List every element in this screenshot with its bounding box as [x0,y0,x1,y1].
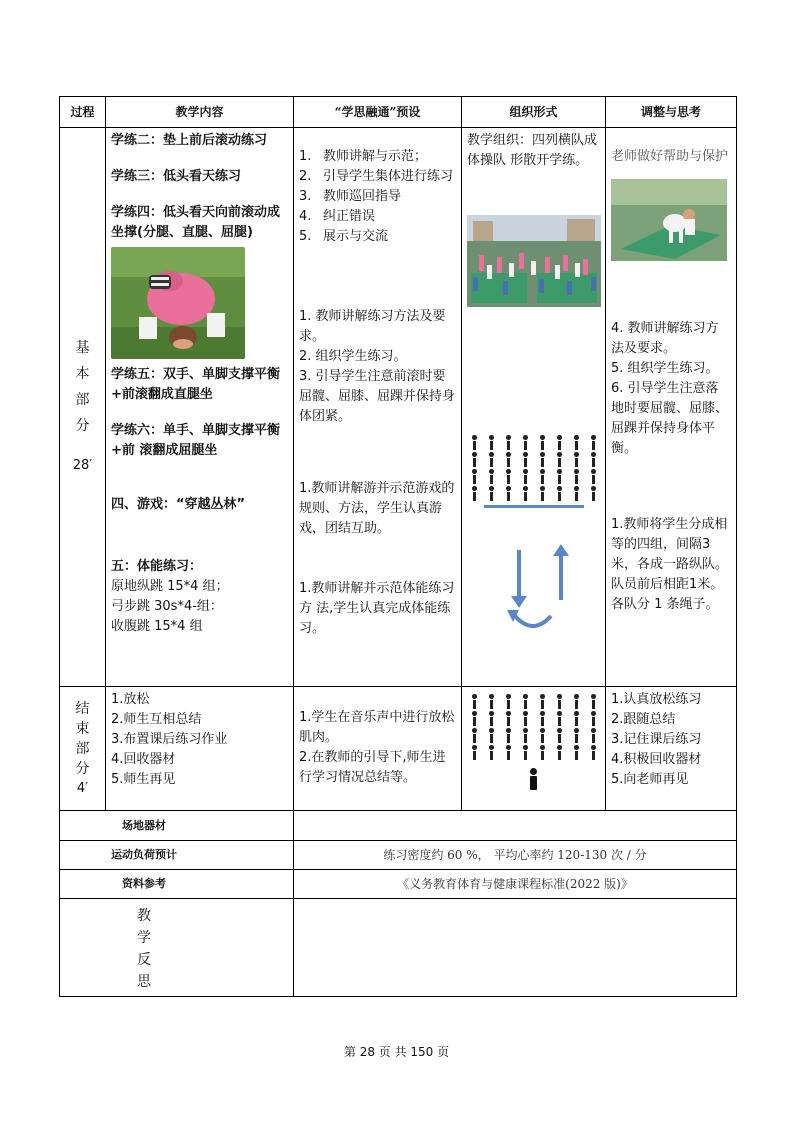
end-preset: 2.在教师的引导下,师生进行学习情况总结等。 [299,750,446,785]
end-organization-cell [462,687,606,811]
list-text: 引导学生集体进行练习 [323,169,454,184]
figure-row [467,711,600,726]
end-content-cell [106,687,294,811]
basic-adjust-cell [606,128,737,687]
list-num: 5. [299,229,312,244]
adjust-paragraph: 6. 引导学生注意落地时要屈髋、屈膝、屈踝并保持身体平衡。 [611,381,729,456]
reference-label-text: 资料参考 [122,877,166,890]
page-number: 第 28 页 共 150 页 [343,1045,450,1059]
teacher-figure [528,768,540,790]
end-adjust: 4.积极回收器材 [611,752,702,767]
item-6: 学练六：单手、单脚支撑平衡+前 滚翻成屈腿坐 [111,423,281,458]
reference-value: 《义务教育体育与健康课程标准(2022 版)》 [294,870,737,899]
reflect-char: 思 [137,974,151,990]
figure-row [467,486,600,501]
list-num: 4. [299,209,312,224]
adjust-note: 老师做好帮助与保护 [611,149,729,164]
item-2: 学练二：垫上前后滚动练习 [111,133,268,148]
end-item: 1.放松 [111,692,150,707]
header-preset: “学思融通”预设 [294,97,462,128]
basic-time: 28′ [72,458,93,473]
header-adjustment: 调整与思考 [606,97,737,128]
game-route-diagram [467,544,601,640]
reference-row [60,870,737,899]
end-preset: 1.学生在音乐声中进行放松肌肉。 [299,710,455,745]
list-item [299,207,456,227]
fitness-line: 弓步跳 30s*4-组： [111,599,223,614]
preset-list [299,147,456,247]
load-value: 练习密度约 60 %， 平均心率约 120-130 次 / 分 [294,841,737,870]
reference-label [60,870,294,899]
reflection-label [60,899,294,997]
organization-text: 教学组织：四列横队成体操队 形散开学练。 [467,133,598,168]
teacher-help-photo [611,179,727,261]
end-adjust: 5.向老师再见 [611,772,689,787]
fitness-line: 原地纵跳 15*4 组； [111,579,229,594]
adjust-paragraph: 5. 组织学生练习。 [611,361,719,376]
header-process: 过程 [60,97,106,128]
end-item: 4.回收器材 [111,752,176,767]
basic-section-label [60,128,106,687]
figure-row [467,435,600,450]
basic-preset-cell [294,128,462,687]
preset-game: 1.教师讲解游并示范游戏的规则、方法，学生认真游戏，团结互助。 [299,481,455,536]
figure-row [467,469,600,484]
figure-row [467,694,600,709]
section-char: 基 [75,340,90,356]
venue-label-text: 场地器材 [122,818,166,832]
end-adjust-cell [606,687,737,811]
header-row [60,97,737,128]
class-formation-photo [467,215,601,307]
basic-section-row [60,128,737,687]
figure-row [467,452,600,467]
forward-roll-photo [111,247,245,359]
section-char: 结 [75,700,90,717]
list-item [299,187,456,207]
list-item [299,147,456,167]
section-char: 部 [75,392,90,408]
item-5: 学练五：双手、单脚支撑平衡+前滚翻成直腿坐 [111,367,281,402]
list-num: 2. [299,169,312,184]
list-num: 1. [299,149,312,164]
preset-fitness: 1.教师讲解并示范体能练习方 法,学生认真完成体能练习。 [299,581,455,636]
reflect-char: 教 [137,908,151,924]
item-3: 学练三：低头看天练习 [111,169,242,184]
fitness-line: 收腹跳 15*4 组 [111,619,203,634]
header-organization: 组织形式 [462,97,606,128]
end-item: 2.师生互相总结 [111,712,202,727]
list-item [299,167,456,187]
load-row [60,841,737,870]
list-text: 教师巡回指导 [323,189,402,204]
end-time: 4′ [76,780,89,796]
figure-row [467,745,600,760]
end-preset-cell [294,687,462,811]
item-4: 学练四：低头看天向前滚动成坐撑(分腿、直腿、屈腿) [111,205,281,240]
section-char: 分 [75,760,90,777]
list-num: 3. [299,189,312,204]
basic-organization-cell [462,128,606,687]
section-char: 束 [75,720,90,737]
preset-paragraph: 2. 组织学生练习。 [299,349,407,364]
preset-paragraph: 1. 教师讲解练习方法及要求。 [299,309,446,344]
end-formation [467,694,600,790]
venue-row [60,811,737,841]
end-adjust: 2.跟随总结 [611,712,676,727]
end-item: 3.布置课后练习作业 [111,732,228,747]
end-adjust: 1.认真放松练习 [611,692,702,707]
venue-value [294,811,737,841]
list-text: 纠正错误 [323,209,376,224]
adjust-paragraph: 4. 教师讲解练习方法及要求。 [611,321,719,356]
end-section-row [60,687,737,811]
student-formation [467,435,600,508]
section-char: 本 [75,366,90,382]
header-content: 教学内容 [106,97,294,128]
section-char: 分 [75,418,90,434]
adjust-game: 1.教师将学生分成相等的四组，间隔3米，各成一路纵队。队员前后相距1米。各队分 1 条绳子。 [611,517,729,612]
end-item: 5.师生再见 [111,772,176,787]
list-text: 教师讲解与示范； [323,149,428,164]
reflect-char: 反 [137,952,151,968]
section-char: 部 [75,740,90,757]
figure-row [467,728,600,743]
basic-content-cell [106,128,294,687]
list-item [299,227,456,247]
preset-paragraph: 3. 引导学生注意前滚时要屈髋、屈膝、屈踝并保持身体团紧。 [299,369,456,424]
reflection-row [60,899,737,997]
list-text: 展示与交流 [323,229,389,244]
load-label [60,841,294,870]
venue-label [60,811,294,841]
load-label-text: 运动负荷预计 [111,848,177,861]
reflect-char: 学 [137,930,151,946]
reflection-value [294,899,737,997]
rope-line [484,505,584,508]
end-section-label [60,687,106,811]
end-adjust: 3.记住课后练习 [611,732,702,747]
fitness-title: 五：体能练习： [111,559,203,574]
lesson-plan-table [59,96,737,997]
game-item: 四、游戏：“穿越丛林” [111,497,246,512]
